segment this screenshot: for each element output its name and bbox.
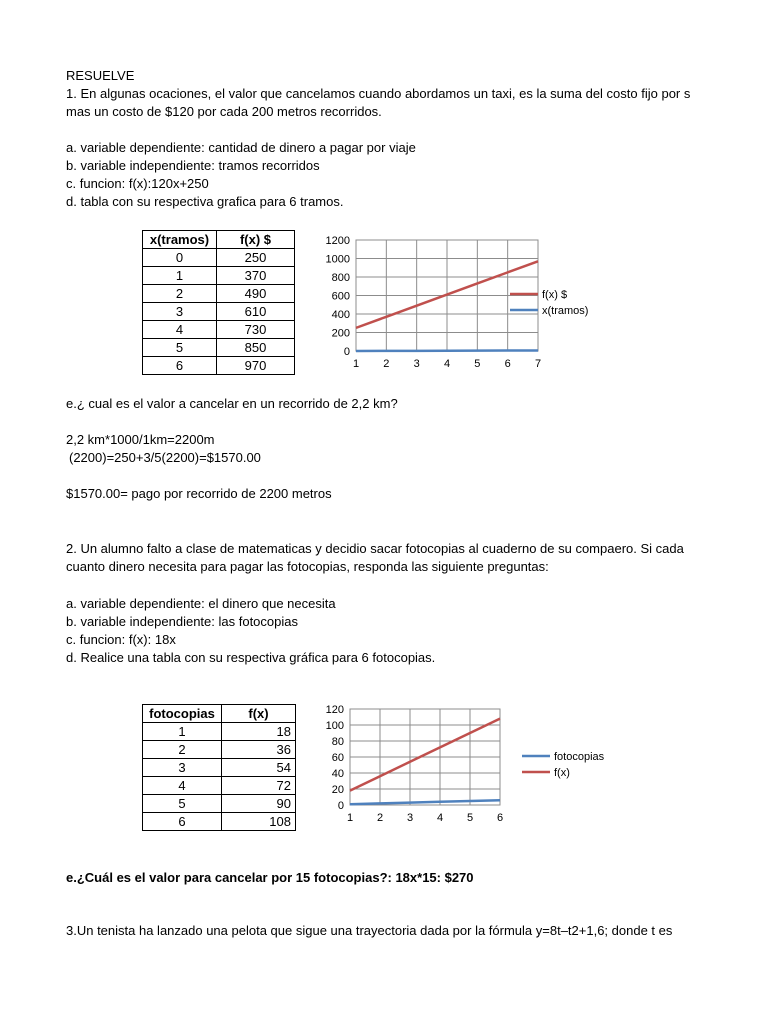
table-cell: 730 bbox=[217, 321, 295, 339]
table-row bbox=[143, 267, 295, 285]
q1-statement-line2: mas un costo de $120 por cada 200 metros recorridos. bbox=[66, 104, 382, 119]
legend-label: f(x) bbox=[554, 767, 570, 779]
q1-item-c: c. funcion: f(x):120x+250 bbox=[66, 176, 209, 191]
heading: RESUELVE bbox=[66, 68, 135, 83]
x-tick-label: 4 bbox=[436, 812, 444, 824]
x-tick-label: 5 bbox=[474, 358, 481, 370]
q2-item-a: a. variable dependiente: el dinero que necesita bbox=[66, 596, 336, 611]
y-tick-label: 1000 bbox=[325, 253, 350, 266]
q1-table-header-row bbox=[143, 231, 295, 249]
table-row bbox=[143, 321, 295, 339]
table-cell: 36 bbox=[222, 741, 296, 759]
y-tick-label: 40 bbox=[331, 768, 344, 780]
series-line bbox=[350, 800, 500, 804]
legend-label: f(x) $ bbox=[542, 289, 568, 301]
x-tick-label: 2 bbox=[383, 358, 390, 370]
y-tick-label: 800 bbox=[331, 272, 350, 284]
q1-result: $1570.00= pago por recorrido de 2200 metros bbox=[66, 486, 332, 501]
table-cell: 0 bbox=[143, 249, 217, 267]
table-row bbox=[143, 795, 296, 813]
q2-item-b: b. variable independiente: las fotocopias bbox=[66, 614, 298, 629]
y-tick-label: 200 bbox=[331, 327, 350, 340]
y-tick-label: 60 bbox=[331, 752, 344, 764]
q1-table bbox=[142, 230, 295, 375]
x-tick-label: 1 bbox=[352, 358, 360, 370]
table-cell: 1 bbox=[143, 723, 222, 741]
legend-label: x(tramos) bbox=[542, 305, 589, 317]
table-row bbox=[143, 741, 296, 759]
table-cell: 490 bbox=[217, 285, 295, 303]
q1-calc1: 2,2 km*1000/1km=2200m bbox=[66, 432, 215, 447]
table-cell: 6 bbox=[143, 813, 222, 831]
table-cell: 250 bbox=[217, 249, 295, 267]
table-row bbox=[143, 249, 295, 267]
q2-item-e: e.¿Cuál es el valor para cancelar por 15 fotocopias?: 18x*15: $270 bbox=[66, 870, 474, 885]
table-row bbox=[143, 723, 296, 741]
q2-table-header-fx: f(x) bbox=[222, 705, 296, 723]
series-line bbox=[350, 719, 500, 791]
table-row bbox=[143, 303, 295, 321]
q1-item-d: d. tabla con su respectiva grafica para 6 tramos. bbox=[66, 194, 344, 209]
x-tick-label: 5 bbox=[466, 812, 474, 824]
table-cell: 18 bbox=[222, 723, 296, 741]
table-row bbox=[143, 759, 296, 777]
table-cell: 370 bbox=[217, 267, 295, 285]
table-cell: 1 bbox=[143, 267, 217, 285]
y-tick-label: 400 bbox=[331, 309, 350, 321]
q3-statement-line1: 3.Un tenista ha lanzado una pelota que sigue una trayectoria dada por la fórmula y=8t–t2+1,6; donde t es bbox=[66, 923, 673, 938]
table-cell: 2 bbox=[143, 285, 217, 303]
q1-statement-line1: 1. En algunas ocaciones, el valor que cancelamos cuando abordamos un taxi, es la suma del costo fijo por s bbox=[66, 86, 691, 101]
y-tick-label: 20 bbox=[331, 784, 344, 796]
table-cell: 4 bbox=[143, 321, 217, 339]
x-tick-label: 6 bbox=[504, 358, 511, 370]
table-cell: 72 bbox=[222, 777, 296, 795]
x-tick-label: 7 bbox=[534, 358, 542, 370]
q2-statement-line1: 2. Un alumno falto a clase de matematicas y decidio sacar fotocopias al cuaderno de su compaero. Si cada bbox=[66, 541, 684, 556]
y-tick-label: 1200 bbox=[325, 235, 350, 247]
table-cell: 90 bbox=[222, 795, 296, 813]
x-tick-label: 1 bbox=[346, 812, 354, 824]
x-tick-label: 6 bbox=[496, 812, 504, 824]
q2-statement-line2: cuanto dinero necesita para pagar las fotocopias, responda las siguiente preguntas: bbox=[66, 559, 549, 574]
q2-table-header-row bbox=[143, 705, 296, 723]
table-cell: 850 bbox=[217, 339, 295, 357]
table-cell: 4 bbox=[143, 777, 222, 795]
q2-table bbox=[142, 704, 296, 831]
table-row bbox=[143, 357, 295, 375]
table-cell: 5 bbox=[143, 339, 217, 357]
q1-table-header-fx: f(x) $ bbox=[217, 231, 295, 249]
table-cell: 970 bbox=[217, 357, 295, 375]
series-line bbox=[356, 350, 538, 351]
y-tick-label: 120 bbox=[325, 704, 344, 716]
x-tick-label: 3 bbox=[406, 812, 414, 824]
q2-table-header-fotocopias: fotocopias bbox=[143, 705, 222, 723]
y-tick-label: 80 bbox=[331, 736, 344, 748]
x-tick-label: 3 bbox=[413, 358, 420, 370]
taxi-chart bbox=[308, 230, 608, 375]
q2-item-d: d. Realice una tabla con su respectiva gráfica para 6 fotocopias. bbox=[66, 650, 436, 665]
table-cell: 108 bbox=[222, 813, 296, 831]
table-row bbox=[143, 339, 295, 357]
legend-label: fotocopias bbox=[554, 751, 605, 763]
fotocopias-chart bbox=[310, 700, 640, 830]
x-tick-label: 4 bbox=[443, 358, 451, 370]
table-cell: 2 bbox=[143, 741, 222, 759]
y-tick-label: 600 bbox=[331, 290, 350, 303]
y-tick-label: 0 bbox=[343, 346, 350, 358]
q1-calc2: (2200)=250+3/5(2200)=$1570.00 bbox=[69, 450, 261, 465]
y-tick-label: 100 bbox=[325, 720, 344, 732]
table-row bbox=[143, 285, 295, 303]
table-cell: 6 bbox=[143, 357, 217, 375]
table-cell: 3 bbox=[143, 303, 217, 321]
table-cell: 54 bbox=[222, 759, 296, 777]
q2-item-c: c. funcion: f(x): 18x bbox=[66, 632, 176, 647]
table-row bbox=[143, 777, 296, 795]
y-tick-label: 0 bbox=[337, 800, 344, 812]
q1-item-b: b. variable independiente: tramos recorridos bbox=[66, 158, 320, 173]
q1-table-header-x: x(tramos) bbox=[143, 231, 217, 249]
table-cell: 5 bbox=[143, 795, 222, 813]
table-row bbox=[143, 813, 296, 831]
q1-item-a: a. variable dependiente: cantidad de dinero a pagar por viaje bbox=[66, 140, 416, 155]
table-cell: 3 bbox=[143, 759, 222, 777]
x-tick-label: 2 bbox=[376, 812, 384, 824]
table-cell: 610 bbox=[217, 303, 295, 321]
q1-item-e: e.¿ cual es el valor a cancelar en un recorrido de 2,2 km? bbox=[66, 396, 398, 411]
